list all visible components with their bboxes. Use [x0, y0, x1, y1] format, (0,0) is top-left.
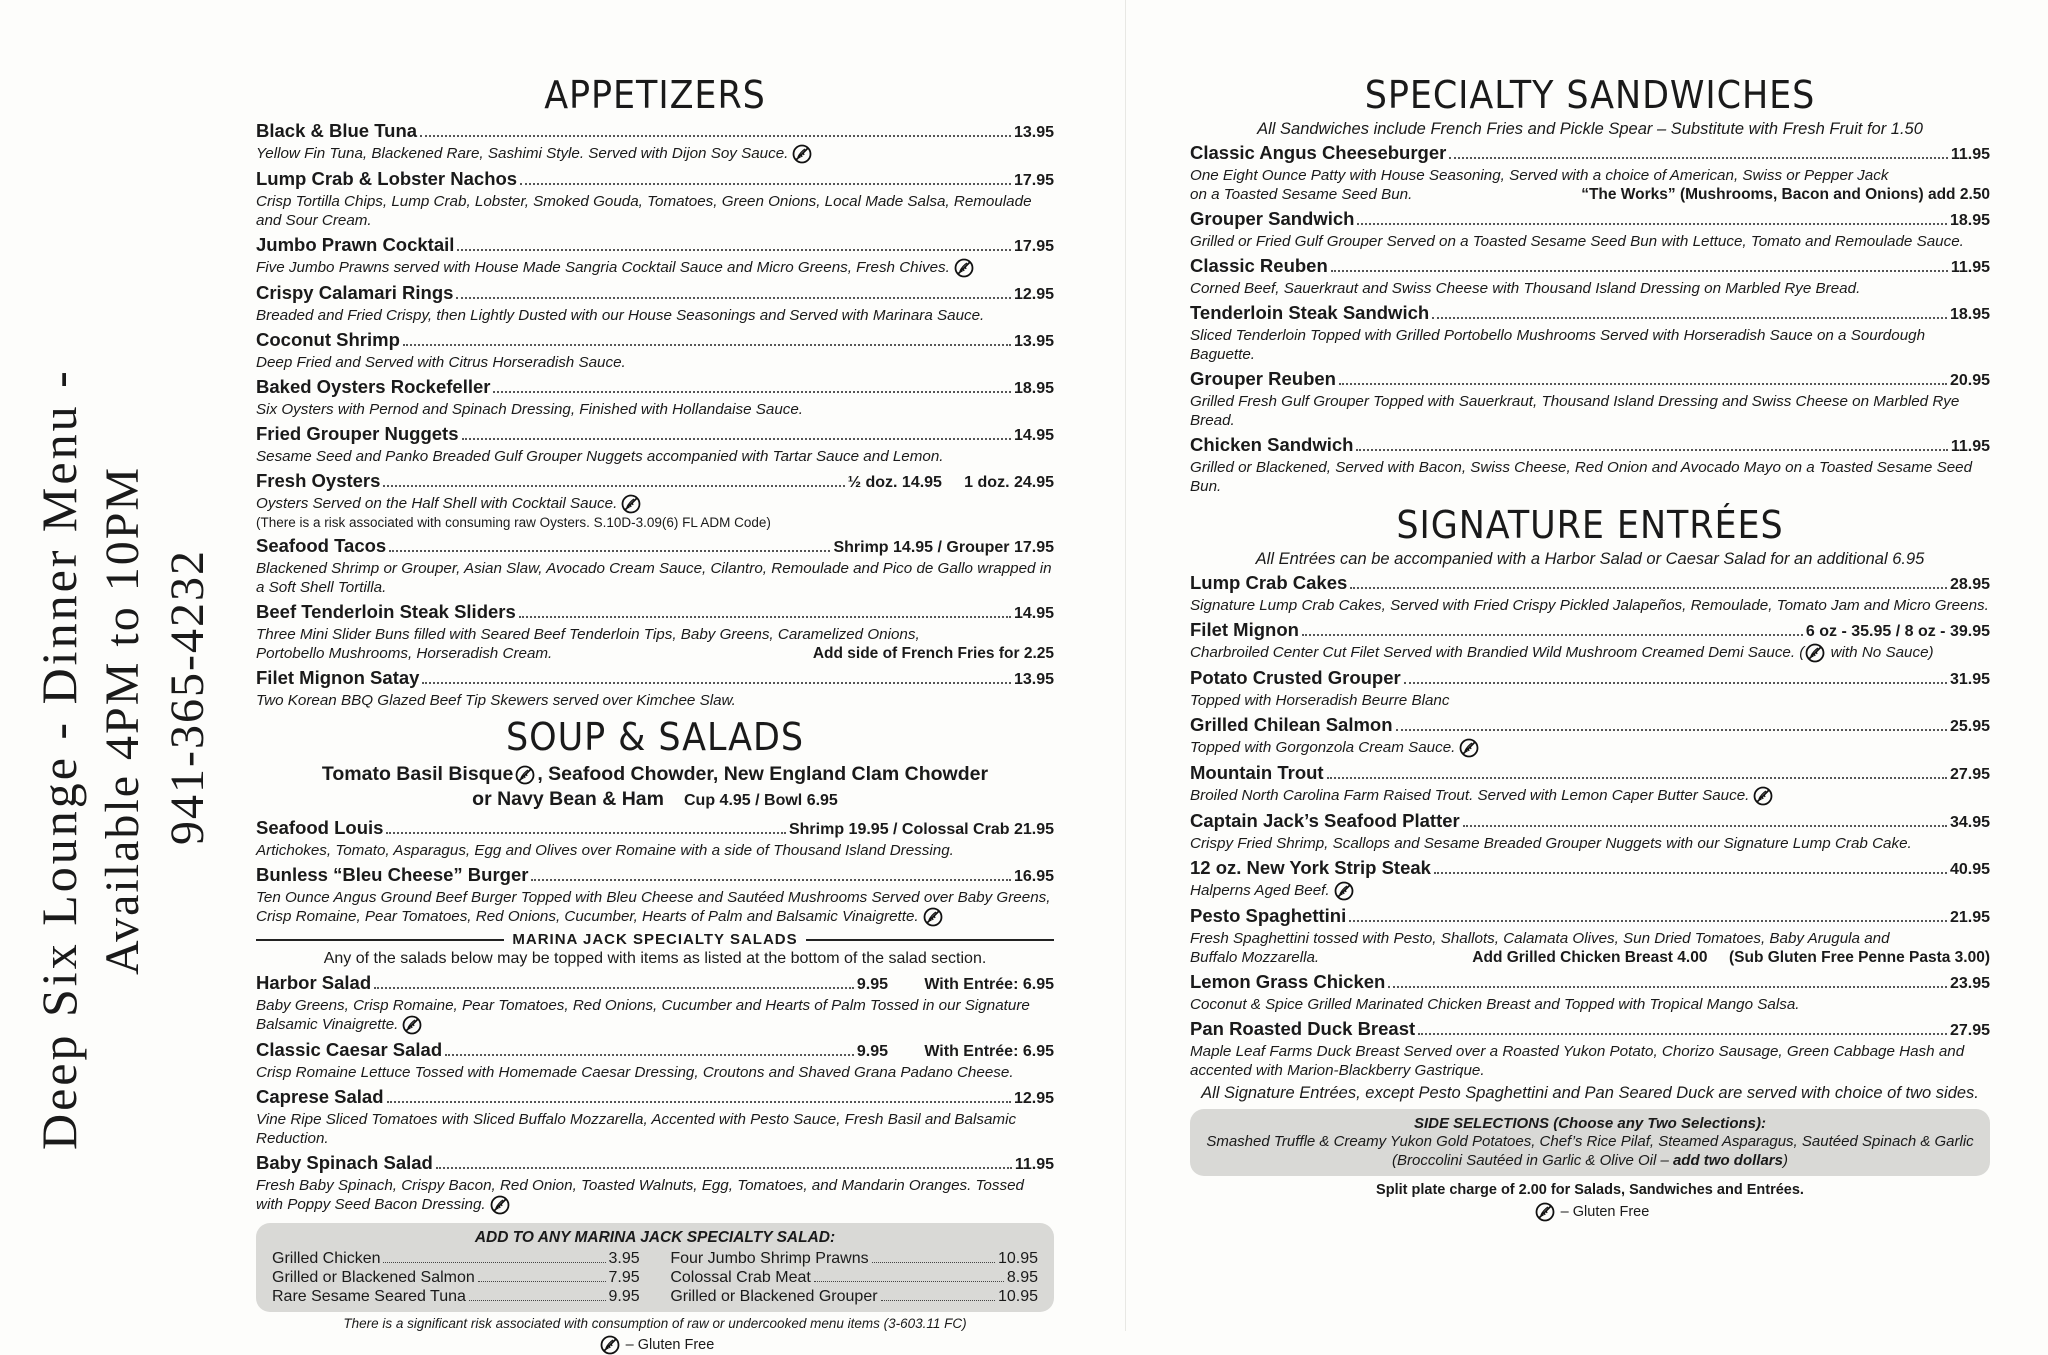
- menu-item: [1190, 302, 1990, 364]
- sandwich-list: [1190, 208, 1990, 496]
- item-name: Black & Blue Tuna: [256, 120, 418, 141]
- menu-item: [1190, 667, 1990, 710]
- menu-item: [1190, 714, 1990, 758]
- item-description: Three Mini Slider Buns filled with Seared Beef Tenderloin Tips, Baby Greens, Caramelized Onions,: [256, 626, 920, 643]
- leader-dots: [387, 1101, 1011, 1103]
- soup-price: Cup 4.95 / Bowl 6.95: [684, 792, 838, 809]
- item-description: Buffalo Mozzarella.: [1190, 949, 1320, 966]
- addon-item: [272, 1287, 640, 1306]
- item-price: 13.95: [1013, 671, 1054, 688]
- menu-item: [256, 282, 1054, 325]
- side-selections-list: Smashed Truffle & Creamy Yukon Gold Potatoes, Chef’s Rice Pilaf, Steamed Asparagus, Sautéed Spinach & Garlic: [1206, 1133, 1974, 1150]
- item-description: Topped with Gorgonzola Cream Sauce.: [1190, 739, 1456, 757]
- item-price: ½ doz. 14.95 1 doz. 24.95: [847, 474, 1054, 491]
- leader-dots: [1388, 986, 1947, 988]
- item-description: Corned Beef, Sauerkraut and Swiss Cheese with Thousand Island Dressing on Marbled Rye Bread.: [1190, 280, 1861, 297]
- leader-dots: [1404, 682, 1947, 684]
- menu-item: [1190, 1018, 1990, 1080]
- item-name: Potato Crusted Grouper: [1190, 667, 1401, 688]
- gluten-free-icon: [621, 494, 641, 514]
- add-chicken: Add Grilled Chicken Breast 4.00: [1472, 949, 1708, 966]
- leader-dots: [478, 1281, 606, 1282]
- menu-item: [256, 168, 1054, 230]
- leader-dots: [403, 344, 1011, 346]
- item-price: 18.95: [1949, 306, 1990, 323]
- soup-name: Tomato Basil Bisque: [321, 763, 514, 785]
- salad-addons-box: [256, 1223, 1054, 1312]
- item-name: Grouper Reuben: [1190, 368, 1336, 389]
- phone-number: 941-365-4232: [161, 549, 214, 845]
- sides-note: All Signature Entrées, except Pesto Spaghettini and Pan Seared Duck are served with choice of two sides.: [1201, 1084, 1979, 1102]
- item-price: 14.95: [1013, 605, 1054, 622]
- item-price: 27.95: [1949, 1022, 1990, 1039]
- item-price: 17.95: [1013, 172, 1054, 189]
- menu-item: [1190, 762, 1990, 806]
- leader-dots: [1396, 729, 1947, 731]
- item-description: on a Toasted Sesame Seed Bun.: [1190, 186, 1413, 203]
- leader-dots: [389, 550, 830, 552]
- gluten-free-icon: [792, 144, 812, 164]
- item-name: Classic Reuben: [1190, 255, 1328, 276]
- leader-dots: [519, 616, 1011, 618]
- item-description: Signature Lump Crab Cakes, Served with Fried Crispy Pickled Jalapeños, Remoulade, Tomato Jam and Micro Greens.: [1190, 597, 1989, 614]
- item-extra: [1472, 949, 1990, 967]
- menu-item: [1190, 572, 1990, 615]
- gluten-free-icon: [954, 258, 974, 278]
- item-description: Oysters Served on the Half Shell with Cocktail Sauce.: [256, 495, 618, 513]
- leader-dots: [445, 1054, 854, 1056]
- gluten-free-icon: [600, 1335, 620, 1355]
- leader-dots: [531, 879, 1011, 881]
- item-name: Baby Spinach Salad: [256, 1152, 433, 1173]
- side-selections-title: SIDE SELECTIONS (Choose any Two Selections):: [1414, 1115, 1766, 1132]
- item-name: Caprese Salad: [256, 1086, 384, 1107]
- sandwiches-subtitle: All Sandwiches include French Fries and Pickle Spear – Substitute with Fresh Fruit for 1.50: [1257, 120, 1923, 138]
- leader-dots: [1356, 449, 1947, 451]
- divider: [256, 939, 504, 941]
- item-name: Classic Caesar Salad: [256, 1039, 443, 1060]
- gluten-free-icon: [490, 1195, 510, 1215]
- item-name: Filet Mignon Satay: [256, 667, 420, 688]
- item-name: Fried Grouper Nuggets: [256, 423, 459, 444]
- leader-dots: [493, 391, 1010, 393]
- menu-item: [1190, 434, 1990, 496]
- item-description: Crisp Tortilla Chips, Lump Crab, Lobster, Smoked Gouda, Tomatoes, Green Onions, Local Made Salsa, Remoulade and Sour Cream.: [256, 193, 1032, 229]
- leader-dots: [1350, 587, 1947, 589]
- soup-names: , Seafood Chowder, New England Clam Chowder: [537, 763, 989, 785]
- soup-list: [256, 762, 1054, 787]
- addons-title: ADD TO ANY MARINA JACK SPECIALTY SALAD:: [474, 1229, 836, 1246]
- specialty-salads-note: Any of the salads below may be topped with items as listed at the bottom of the salad section.: [323, 950, 987, 967]
- item-price: 13.95: [1013, 124, 1054, 141]
- item-description: Topped with Horseradish Beurre Blanc: [1190, 692, 1450, 709]
- broccolini-end: ): [1782, 1152, 1788, 1169]
- leader-dots: [1463, 825, 1947, 827]
- item-name: 12 oz. New York Strip Steak: [1190, 857, 1431, 878]
- legend-text: – Gluten Free: [1560, 1204, 1650, 1220]
- soup-list: [256, 787, 1054, 813]
- leader-dots: [1349, 920, 1947, 922]
- item-name: Lemon Grass Chicken: [1190, 971, 1386, 992]
- item-description: Fresh Baby Spinach, Crispy Bacon, Red Onion, Toasted Walnuts, Egg, Tomatoes, and Mandarin Oranges. Tossed with Poppy Seed Bacon Dressing.: [256, 1177, 1024, 1214]
- item-description: Breaded and Fried Crispy, then Lightly Dusted with our House Seasonings and Served with Marinara Sauce.: [256, 307, 985, 324]
- addon-name: Rare Sesame Seared Tuna: [272, 1288, 466, 1305]
- soup-name: or Navy Bean & Ham: [472, 788, 664, 810]
- item-description: Sesame Seed and Panko Breaded Gulf Grouper Nuggets accompanied with Tartar Sauce and Lemon.: [256, 448, 944, 465]
- item-description: Grilled or Fried Gulf Grouper Served on a Toasted Sesame Seed Bun with Lettuce, Tomato and Remoulade Sauce.: [1190, 233, 1964, 250]
- item-name: Grilled Chilean Salmon: [1190, 714, 1393, 735]
- item-price: 14.95: [1013, 427, 1054, 444]
- gluten-free-icon: [1334, 881, 1354, 901]
- item-price: 31.95: [1949, 671, 1990, 688]
- gluten-free-legend: [256, 1335, 1054, 1355]
- gluten-free-icon: [1753, 786, 1773, 806]
- leader-dots: [374, 987, 854, 989]
- gluten-free-legend: [1190, 1202, 1990, 1222]
- item-name: Seafood Louis: [256, 817, 384, 838]
- item-price: 11.95: [1950, 259, 1990, 276]
- item-description: Coconut & Spice Grilled Marinated Chicken Breast and Topped with Tropical Mango Salsa.: [1190, 996, 1800, 1013]
- item-name: Lump Crab & Lobster Nachos: [256, 168, 518, 189]
- menu-item: [1190, 368, 1990, 430]
- leader-dots: [1432, 317, 1947, 319]
- gluten-free-icon: [1805, 643, 1825, 663]
- side-selections-box: [1190, 1109, 1990, 1176]
- item-price: 11.95: [1950, 438, 1990, 455]
- leader-dots: [881, 1300, 995, 1301]
- with-entree-price: With Entrée: 6.95: [924, 1043, 1054, 1060]
- side-selections-extra: [1204, 1151, 1976, 1170]
- item-price: 11.95: [1014, 1156, 1054, 1173]
- item-description: Maple Leaf Farms Duck Breast Served over a Roasted Yukon Potato, Chorizo Sausage, Green Cabbage Hash and accented with Marion-Blackberry Gastrique.: [1190, 1043, 1965, 1079]
- item-name: Lump Crab Cakes: [1190, 572, 1348, 593]
- entree-list: [1190, 667, 1990, 901]
- item-name: Tenderloin Steak Sandwich: [1190, 302, 1430, 323]
- item-description: Blackened Shrimp or Grouper, Asian Slaw, Avocado Cream Sauce, Cilantro, Remoulade and Pico de Gallo wrapped in a Soft Shell Tortilla.: [256, 560, 1052, 596]
- item-extra: “The Works” (Mushrooms, Bacon and Onions) add 2.50: [1581, 186, 1990, 203]
- right-column: [1190, 72, 1990, 1222]
- menu-item: [256, 817, 1054, 860]
- raw-oyster-note: (There is a risk associated with consuming raw Oysters. S.10D-3.09(6) FL ADM Code): [256, 515, 771, 530]
- leader-dots: [1434, 872, 1947, 874]
- addon-item: [670, 1249, 1038, 1268]
- addon-item: [272, 1268, 640, 1287]
- addon-name: Grilled or Blackened Salmon: [272, 1269, 475, 1286]
- item-description: Six Oysters with Pernod and Spinach Dressing, Finished with Hollandaise Sauce.: [256, 401, 804, 418]
- item-price: 18.95: [1013, 380, 1054, 397]
- item-name: Coconut Shrimp: [256, 329, 400, 350]
- leader-dots: [1331, 270, 1948, 272]
- menu-item: [1190, 857, 1990, 901]
- item-name: Mountain Trout: [1190, 762, 1324, 783]
- leader-dots: [420, 135, 1011, 137]
- item-price: 6 oz - 35.95 / 8 oz - 39.95: [1805, 623, 1990, 640]
- left-column: [256, 72, 1054, 1355]
- item-name: Jumbo Prawn Cocktail: [256, 234, 455, 255]
- item-description: Vine Ripe Sliced Tomatoes with Sliced Buffalo Mozzarella, Accented with Pesto Sauce, Fresh Basil and Balsamic Reduction.: [256, 1111, 1017, 1147]
- item-name: Crispy Calamari Rings: [256, 282, 454, 303]
- item-description: Five Jumbo Prawns served with House Made Sangria Cocktail Sauce and Micro Greens, Fresh Chives.: [256, 259, 950, 277]
- item-name: Seafood Tacos: [256, 535, 387, 556]
- risk-note: There is a significant risk associated with consumption of raw or undercooked menu items (3-603.11 FC): [343, 1316, 967, 1331]
- item-description: Crispy Fried Shrimp, Scallops and Sesame Breaded Grouper Nuggets with our Signature Lump Crab Cake.: [1190, 835, 1912, 852]
- item-price: 17.95: [1013, 238, 1054, 255]
- gluten-free-icon: [1535, 1202, 1555, 1222]
- addon-price: 10.95: [997, 1288, 1038, 1305]
- menu-item: [256, 1152, 1054, 1215]
- addon-price: 7.95: [608, 1269, 640, 1286]
- item-extra: Add side of French Fries for 2.25: [812, 645, 1054, 662]
- restaurant-title: Deep Six Lounge - Dinner Menu -: [31, 368, 87, 1150]
- addon-item: [272, 1249, 640, 1268]
- addons-left: [272, 1249, 640, 1306]
- item-name: Classic Angus Cheeseburger: [1190, 142, 1447, 163]
- menu-item: [256, 1086, 1054, 1148]
- item-price: 16.95: [1013, 868, 1054, 885]
- menu-item: [256, 864, 1054, 927]
- item-description: Broiled North Carolina Farm Raised Trout. Served with Lemon Caper Butter Sauce.: [1190, 787, 1750, 805]
- leader-dots: [462, 438, 1011, 440]
- menu-item: [1190, 208, 1990, 251]
- addon-price: 3.95: [608, 1250, 640, 1267]
- item-price: 27.95: [1949, 766, 1990, 783]
- salad-list: [256, 972, 1054, 1215]
- item-description: Deep Fried and Served with Citrus Horseradish Sauce.: [256, 354, 626, 371]
- leader-dots: [386, 832, 786, 834]
- item-price: 9.95: [856, 1043, 888, 1060]
- item-name: Pesto Spaghettini: [1190, 905, 1347, 926]
- item-price: 11.95: [1950, 146, 1990, 163]
- menu-item: [256, 376, 1054, 419]
- addon-name: Colossal Crab Meat: [670, 1269, 811, 1286]
- item-name: Harbor Salad: [256, 972, 372, 993]
- menu-item: [256, 667, 1054, 710]
- item-price: 28.95: [1949, 576, 1990, 593]
- item-price: 40.95: [1949, 861, 1990, 878]
- item-price: Shrimp 19.95 / Colossal Crab 21.95: [788, 821, 1054, 838]
- menu-item: [256, 601, 1054, 663]
- leader-dots: [1339, 383, 1947, 385]
- gluten-free-icon: [1459, 738, 1479, 758]
- menu-item: [256, 535, 1054, 597]
- leader-dots: [1449, 157, 1947, 159]
- hours: Available 4PM to 10PM: [96, 465, 149, 975]
- leader-dots: [1302, 634, 1803, 636]
- menu-item: [256, 423, 1054, 466]
- item-price: 12.95: [1013, 286, 1054, 303]
- menu-item: [1190, 142, 1990, 204]
- item-price: Shrimp 14.95 / Grouper 17.95: [833, 539, 1054, 556]
- item-description: Grilled or Blackened, Served with Bacon, Swiss Cheese, Red Onion and Avocado Mayo on a Toasted Sesame Seed Bun.: [1190, 459, 1973, 495]
- broccolini-charge: add two dollars: [1672, 1152, 1783, 1169]
- broccolini-text: (Broccolini Sautéed in Garlic & Olive Oil –: [1392, 1152, 1673, 1169]
- addons-right: [670, 1249, 1038, 1306]
- leader-dots: [1327, 777, 1947, 779]
- soups-title: SOUP & SALADS: [506, 715, 804, 759]
- leader-dots: [469, 1300, 606, 1301]
- sandwiches-title: SPECIALTY SANDWICHES: [1364, 73, 1816, 117]
- addon-name: Four Jumbo Shrimp Prawns: [670, 1250, 869, 1267]
- leader-dots: [383, 1262, 605, 1263]
- item-name: Baked Oysters Rockefeller: [256, 376, 491, 397]
- item-price: 25.95: [1949, 718, 1990, 735]
- entrees-subtitle: All Entrées can be accompanied with a Harbor Salad or Caesar Salad for an additional 6.95: [1255, 550, 1925, 568]
- leader-dots: [422, 682, 1011, 684]
- entrees-title: SIGNATURE ENTRÉES: [1396, 503, 1784, 547]
- item-description: Charbroiled Center Cut Filet Served with Brandied Wild Mushroom Creamed Demi Sauce. (: [1190, 644, 1805, 662]
- item-price: 9.95: [856, 976, 888, 993]
- leader-dots: [1418, 1033, 1947, 1035]
- leader-dots: [436, 1167, 1012, 1169]
- legend-text: – Gluten Free: [625, 1337, 715, 1353]
- menu-item: [256, 329, 1054, 372]
- addon-name: Grilled or Blackened Grouper: [670, 1288, 878, 1305]
- gluten-free-pasta: (Sub Gluten Free Penne Pasta 3.00): [1729, 949, 1990, 966]
- page-divider: [1125, 0, 1126, 1331]
- item-price: 20.95: [1949, 372, 1990, 389]
- addon-price: 10.95: [997, 1250, 1038, 1267]
- menu-item: [1190, 971, 1990, 1014]
- addon-item: [670, 1268, 1038, 1287]
- leader-dots: [872, 1262, 995, 1263]
- item-description: Baby Greens, Crisp Romaine, Pear Tomatoes, Red Onions, Cucumber and Hearts of Palm Tossed in our Signature Balsamic Vinaigrette.: [256, 997, 1030, 1034]
- addon-price: 9.95: [608, 1288, 640, 1305]
- leader-dots: [1357, 223, 1946, 225]
- item-description: Two Korean BBQ Glazed Beef Tip Skewers served over Kimchee Slaw.: [256, 692, 736, 709]
- specialty-salads-title: MARINA JACK SPECIALTY SALADS: [512, 931, 798, 948]
- menu-item: [256, 120, 1054, 164]
- item-description: Sliced Tenderloin Topped with Grilled Portobello Mushrooms Served with Horseradish Sauce on a Sourdough Baguette.: [1190, 327, 1926, 363]
- item-name: Filet Mignon: [1190, 619, 1299, 640]
- sidebar: [0, 0, 240, 1331]
- item-name: Fresh Oysters: [256, 470, 381, 491]
- split-plate-note: Split plate charge of 2.00 for Salads, Sandwiches and Entrées.: [1376, 1182, 1804, 1198]
- addon-name: Grilled Chicken: [272, 1250, 381, 1267]
- gluten-free-icon: [402, 1015, 422, 1035]
- menu-item: [256, 1039, 1054, 1082]
- item-description: Yellow Fin Tuna, Blackened Rare, Sashimi Style. Served with Dijon Soy Sauce.: [256, 145, 789, 163]
- addon-item: [670, 1287, 1038, 1306]
- item-name: Captain Jack’s Seafood Platter: [1190, 810, 1460, 831]
- gluten-free-icon: [923, 907, 943, 927]
- leader-dots: [457, 249, 1011, 251]
- item-description: with No Sauce): [1826, 644, 1934, 662]
- item-description: Grilled Fresh Gulf Grouper Topped with Sauerkraut, Thousand Island Dressing and Swiss Cheese on Marbled Rye Bread.: [1190, 393, 1960, 429]
- item-name: Grouper Sandwich: [1190, 208, 1355, 229]
- item-price: 34.95: [1949, 814, 1990, 831]
- item-price: 13.95: [1013, 333, 1054, 350]
- menu-item: [1190, 810, 1990, 853]
- menu-item: [256, 234, 1054, 278]
- leader-dots: [383, 485, 844, 487]
- menu-item: [256, 972, 1054, 1035]
- leader-dots: [520, 183, 1011, 185]
- item-description: Artichokes, Tomato, Asparagus, Egg and Olives over Romaine with a side of Thousand Island Dressing.: [256, 842, 954, 859]
- item-price: 18.95: [1949, 212, 1990, 229]
- item-price: 12.95: [1013, 1090, 1054, 1107]
- item-price: 23.95: [1949, 975, 1990, 992]
- item-name: Pan Roasted Duck Breast: [1190, 1018, 1416, 1039]
- menu-item: [1190, 619, 1990, 663]
- appetizers-title: APPETIZERS: [544, 73, 766, 117]
- item-name: Bunless “Bleu Cheese” Burger: [256, 864, 529, 885]
- item-description: Halperns Aged Beef.: [1190, 882, 1330, 900]
- addon-price: 8.95: [1006, 1269, 1038, 1286]
- item-description: Ten Ounce Angus Ground Beef Burger Topped with Bleu Cheese and Sautéed Mushrooms Served over Baby Greens, Crisp Romaine, Pear Tomatoes, Red Onions, Cucumber, Hearts of Palm and Balsamic Vinaigrette.: [256, 889, 1051, 926]
- appetizer-list: [256, 120, 1054, 466]
- item-price: 21.95: [1949, 909, 1990, 926]
- menu-item: [1190, 255, 1990, 298]
- divider: [806, 939, 1054, 941]
- entree-list: [1190, 971, 1990, 1080]
- menu-item: [1190, 905, 1990, 967]
- specialty-salads-header: [256, 931, 1054, 948]
- item-description: One Eight Ounce Patty with House Seasoning, Served with a choice of American, Swiss or Pepper Jack: [1190, 167, 1889, 184]
- with-entree-price: With Entrée: 6.95: [924, 976, 1054, 993]
- item-description: Fresh Spaghettini tossed with Pesto, Shallots, Calamata Olives, Sun Dried Tomatoes, Baby Arugula and: [1190, 930, 1890, 947]
- item-name: Chicken Sandwich: [1190, 434, 1354, 455]
- item-name: Beef Tenderloin Steak Sliders: [256, 601, 516, 622]
- leader-dots: [456, 297, 1011, 299]
- item-description: Crisp Romaine Lettuce Tossed with Homemade Caesar Dressing, Croutons and Shaved Grana Padano Cheese.: [256, 1064, 1014, 1081]
- gluten-free-icon: [515, 765, 535, 785]
- menu-item: [256, 470, 1054, 531]
- item-description: Portobello Mushrooms, Horseradish Cream.: [256, 645, 553, 662]
- leader-dots: [814, 1281, 1004, 1282]
